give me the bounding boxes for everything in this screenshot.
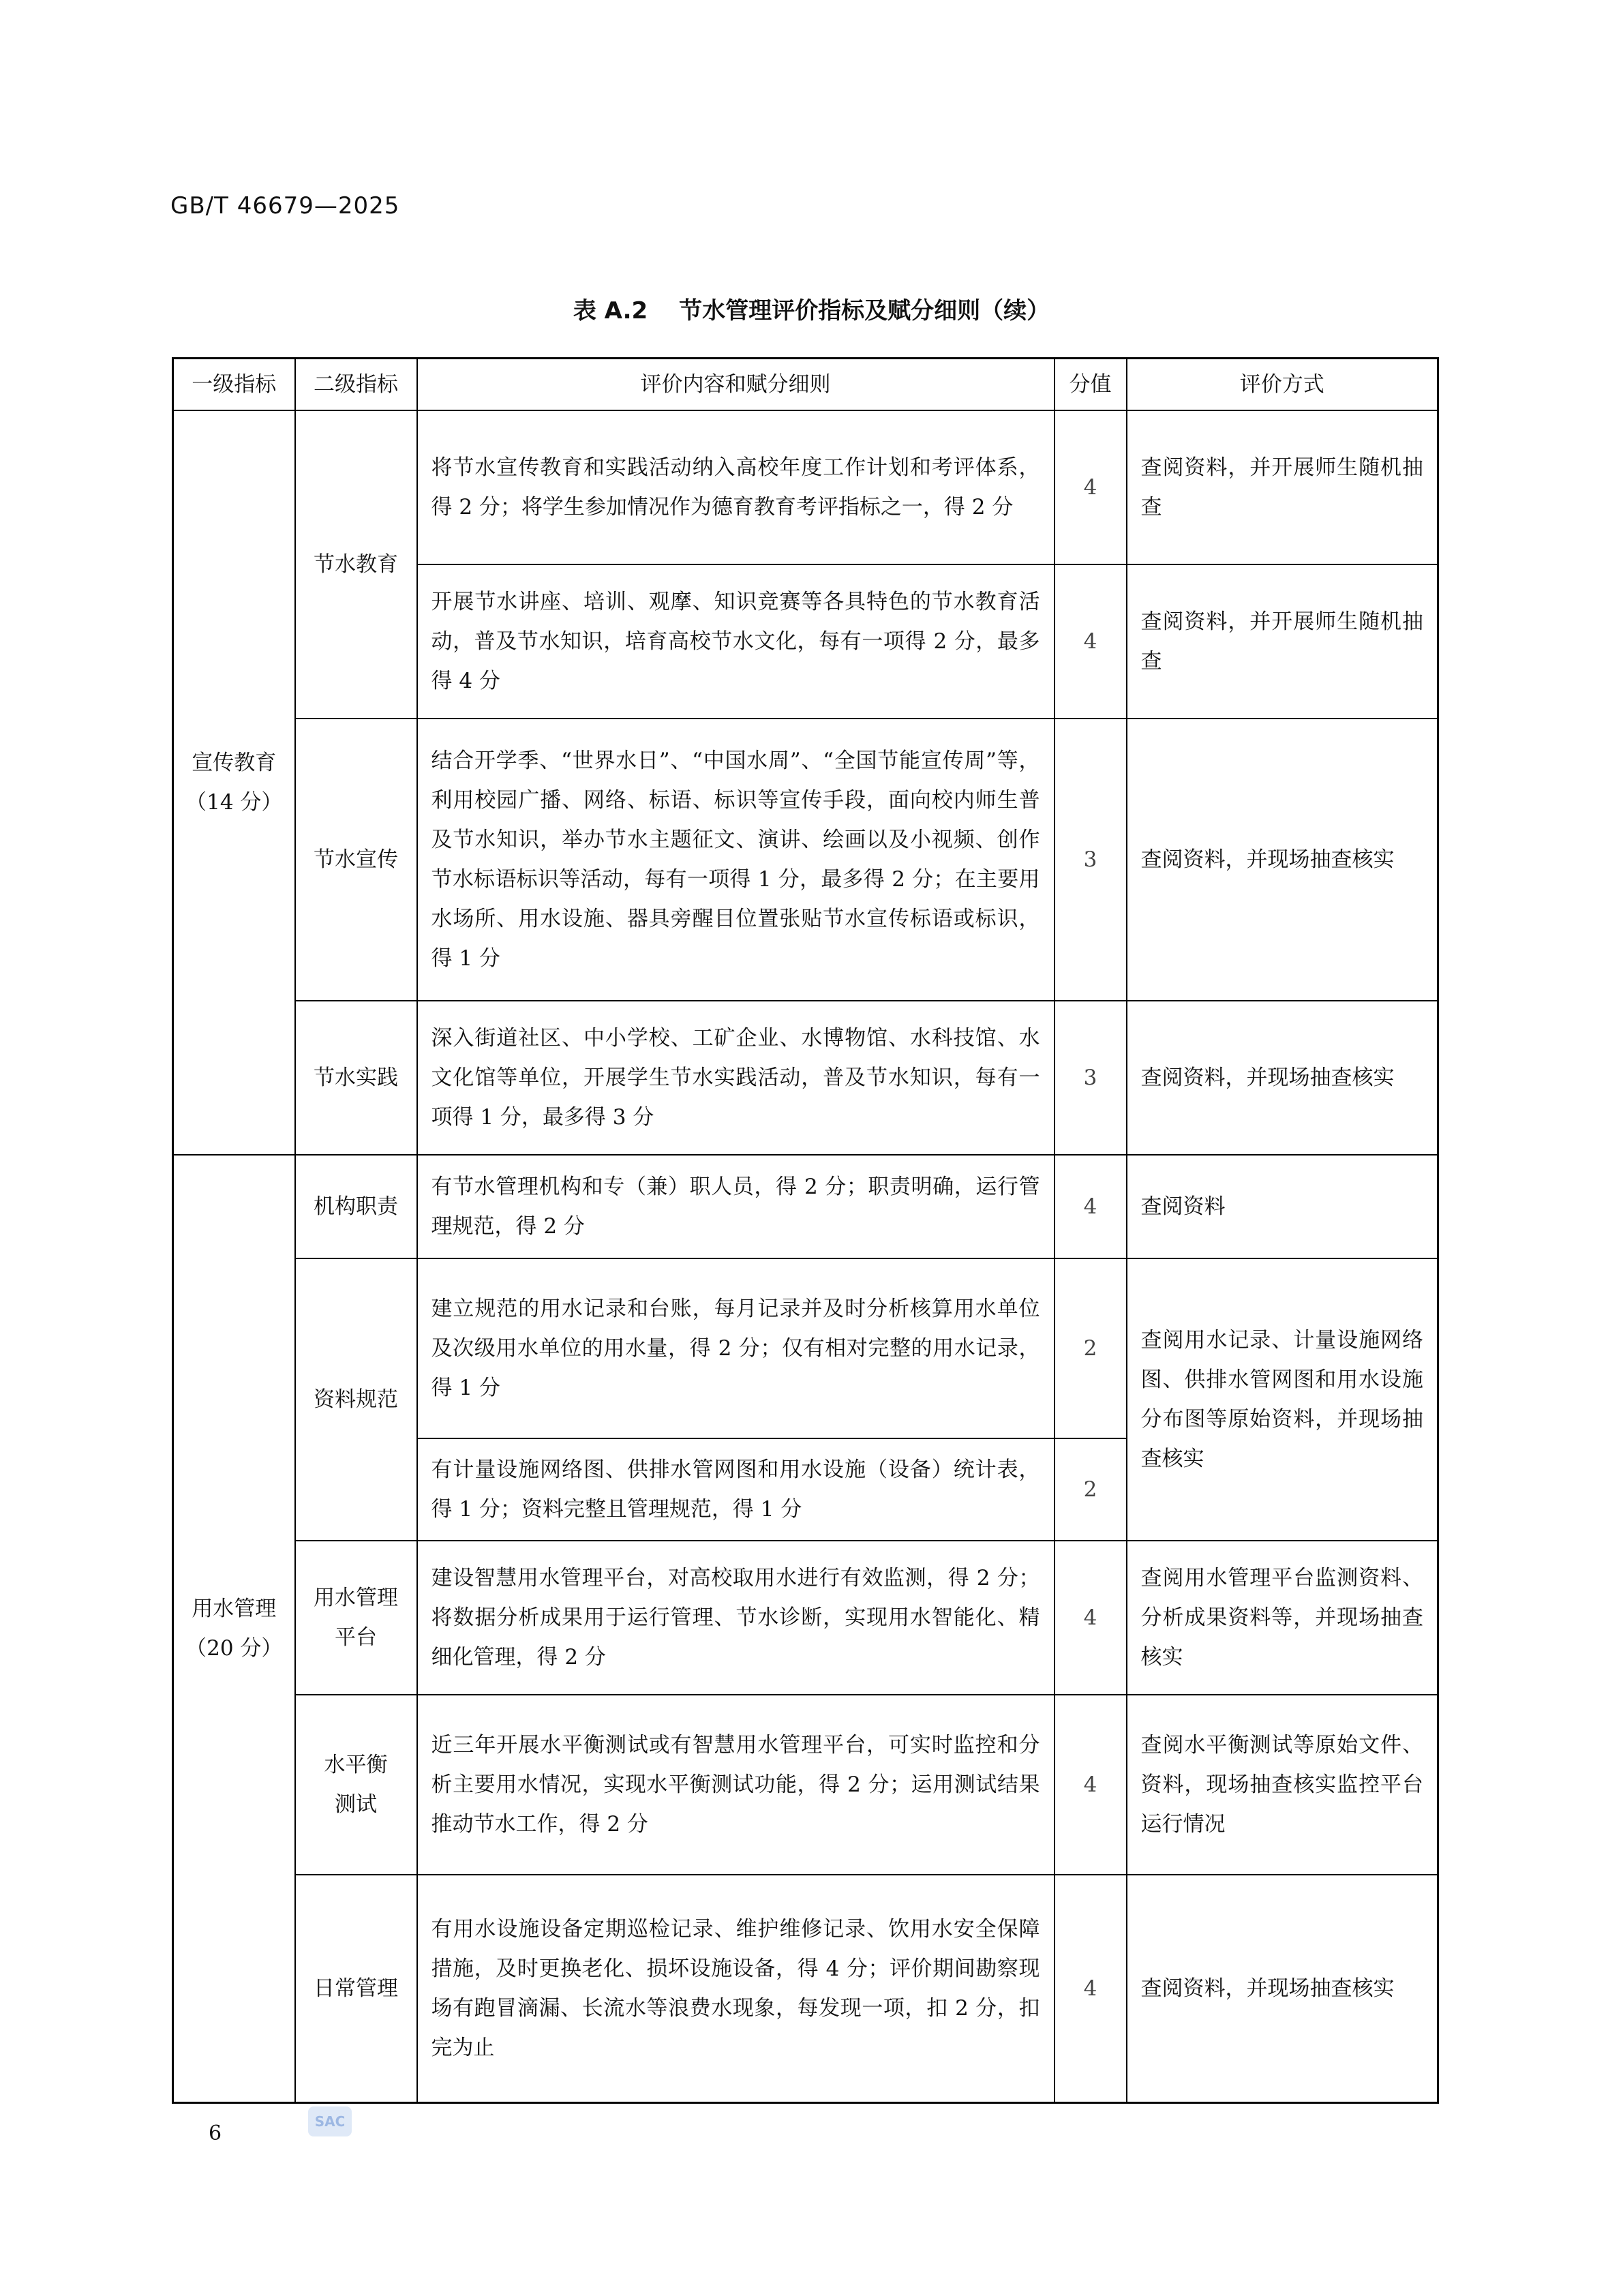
score-cell: 3 [1055, 1001, 1127, 1155]
table-title-text: 节水管理评价指标及赋分细则（续） [679, 297, 1050, 324]
level2-name: 节水教育 [295, 410, 417, 719]
level2-name: 机构职责 [295, 1155, 417, 1258]
table-row [173, 1541, 1438, 1695]
content-cell: 深入街道社区、中小学校、工矿企业、水博物馆、水科技馆、水文化馆等单位，开展学生节水实践活动，普及节水知识，每有一项得 1 分，最多得 3 分 [417, 1001, 1055, 1155]
level2-name [295, 1541, 417, 1695]
level1-cell [173, 1155, 295, 2102]
level2-name: 日常管理 [295, 1875, 417, 2102]
standard-code: GB/T 46679—2025 [170, 192, 400, 220]
table-number: 表 A.2 [573, 297, 648, 324]
content-cell: 有用水设施设备定期巡检记录、维护维修记录、饮用水安全保障措施，及时更换老化、损坏设施设备，得 4 分；评价期间勘察现场有跑冒滴漏、长流水等浪费水现象，每发现一项，扣 2 分，扣完为止 [417, 1875, 1055, 2102]
level1-name: 用水管理 [192, 1596, 277, 1621]
score-cell: 4 [1055, 1695, 1127, 1875]
method-cell: 查阅资料，并现场抽查核实 [1127, 719, 1438, 1001]
content-cell: 有节水管理机构和专（兼）职人员，得 2 分；职责明确，运行管理规范，得 2 分 [417, 1155, 1055, 1258]
level2-name: 节水宣传 [295, 719, 417, 1001]
column-header-level1: 一级指标 [173, 359, 295, 411]
table-row [173, 1001, 1438, 1155]
column-header-content: 评价内容和赋分细则 [417, 359, 1055, 411]
table-header-row [173, 359, 1438, 411]
table-row [173, 1258, 1438, 1438]
page-number: 6 [209, 2121, 222, 2145]
method-cell: 查阅资料 [1127, 1155, 1438, 1258]
method-cell: 查阅资料，并现场抽查核实 [1127, 1875, 1438, 2102]
level2-name: 节水实践 [295, 1001, 417, 1155]
column-header-score: 分值 [1055, 359, 1127, 411]
content-cell: 近三年开展水平衡测试或有智慧用水管理平台，可实时监控和分析主要用水情况，实现水平衡测试功能，得 2 分；运用测试结果推动节水工作，得 2 分 [417, 1695, 1055, 1875]
column-header-level2: 二级指标 [295, 359, 417, 411]
table-title [0, 292, 1623, 325]
score-cell: 4 [1055, 1875, 1127, 2102]
score-cell: 4 [1055, 1541, 1127, 1695]
level2-name-line: 平台 [335, 1625, 377, 1650]
content-cell: 结合开学季、“世界水日”、“中国水周”、“全国节能宣传周”等，利用校园广播、网络、标语、标识等宣传手段，面向校内师生普及节水知识，举办节水主题征文、演讲、绘画以及小视频、创作节水标语标识等活动，每有一项得 1 分，最多得 2 分；在主要用水场所、用水设施、器具旁醒目位置张贴节水宣传标语或标识，得 1 分 [417, 719, 1055, 1001]
score-cell: 4 [1055, 1155, 1127, 1258]
level2-name-line: 测试 [335, 1792, 377, 1817]
level1-name: 宣传教育 [192, 751, 277, 775]
table-row [173, 1875, 1438, 2102]
score-cell: 4 [1055, 410, 1127, 564]
table-row [173, 719, 1438, 1001]
level1-cell [173, 410, 295, 1155]
method-cell: 查阅用水管理平台监测资料、分析成果资料等，并现场抽查核实 [1127, 1541, 1438, 1695]
score-cell: 2 [1055, 1438, 1127, 1541]
method-cell: 查阅资料，并开展师生随机抽查 [1127, 410, 1438, 564]
content-cell: 建立规范的用水记录和台账，每月记录并及时分析核算用水单位及次级用水单位的用水量，得 2 分；仅有相对完整的用水记录，得 1 分 [417, 1258, 1055, 1438]
evaluation-table [172, 357, 1439, 2104]
method-cell: 查阅资料，并开展师生随机抽查 [1127, 564, 1438, 719]
content-cell: 建设智慧用水管理平台，对高校取用水进行有效监测，得 2 分；将数据分析成果用于运行管理、节水诊断，实现用水智能化、精细化管理，得 2 分 [417, 1541, 1055, 1695]
level1-points: （20 分） [185, 1635, 283, 1661]
content-cell: 开展节水讲座、培训、观摩、知识竞赛等各具特色的节水教育活动，普及节水知识，培育高校节水文化，每有一项得 2 分，最多得 4 分 [417, 564, 1055, 719]
score-cell: 4 [1055, 564, 1127, 719]
content-cell: 有计量设施网络图、供排水管网图和用水设施（设备）统计表，得 1 分；资料完整且管理规范，得 1 分 [417, 1438, 1055, 1541]
method-cell: 查阅水平衡测试等原始文件、资料，现场抽查核实监控平台运行情况 [1127, 1695, 1438, 1875]
table-row [173, 1695, 1438, 1875]
score-cell: 2 [1055, 1258, 1127, 1438]
column-header-method: 评价方式 [1127, 359, 1438, 411]
table-row [173, 410, 1438, 564]
method-cell: 查阅用水记录、计量设施网络图、供排水管网图和用水设施分布图等原始资料，并现场抽查核实 [1127, 1258, 1438, 1541]
level2-name [295, 1695, 417, 1875]
score-cell: 3 [1055, 719, 1127, 1001]
level2-name-line: 用水管理 [314, 1586, 398, 1610]
sac-watermark-logo: SAC [308, 2106, 352, 2136]
method-cell: 查阅资料，并现场抽查核实 [1127, 1001, 1438, 1155]
level1-points: （14 分） [185, 790, 283, 815]
table-row [173, 1155, 1438, 1258]
level2-name: 资料规范 [295, 1258, 417, 1541]
content-cell: 将节水宣传教育和实践活动纳入高校年度工作计划和考评体系，得 2 分；将学生参加情况作为德育教育考评指标之一，得 2 分 [417, 410, 1055, 564]
level2-name-line: 水平衡 [324, 1753, 388, 1777]
